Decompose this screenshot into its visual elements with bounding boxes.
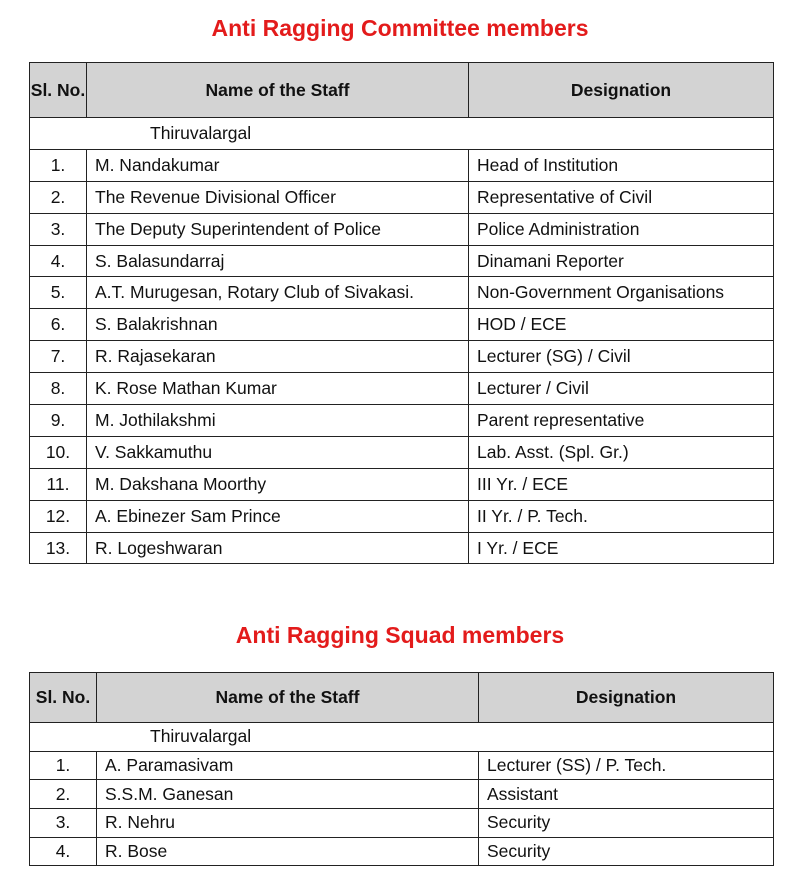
- designation-cell: Dinamani Reporter: [469, 245, 774, 277]
- table-row: [30, 277, 774, 309]
- designation-cell: Parent representative: [469, 405, 774, 437]
- sl-no-cell: 3.: [30, 213, 87, 245]
- table-row: [30, 751, 774, 780]
- table-row: [30, 780, 774, 809]
- designation-cell: Lecturer (SG) / Civil: [469, 341, 774, 373]
- committee-title: Anti Ragging Committee members: [211, 15, 589, 41]
- name-cell: V. Sakkamuthu: [87, 436, 469, 468]
- sl-no-cell: 10.: [30, 436, 87, 468]
- designation-cell: III Yr. / ECE: [469, 468, 774, 500]
- table-row: [30, 436, 774, 468]
- name-cell: R. Logeshwaran: [87, 532, 469, 564]
- table-row: [30, 149, 774, 181]
- name-cell: R. Rajasekaran: [87, 341, 469, 373]
- sl-no-header: Sl. No.: [30, 63, 87, 118]
- table-row: [30, 468, 774, 500]
- name-cell: S. Balasundarraj: [87, 245, 469, 277]
- sl-no-cell: 12.: [30, 500, 87, 532]
- designation-cell: Non-Government Organisations: [469, 277, 774, 309]
- sl-no-header: Sl. No.: [30, 673, 97, 723]
- name-cell: S.S.M. Ganesan: [97, 780, 479, 809]
- sl-no-cell: 13.: [30, 532, 87, 564]
- sl-no-cell: 2.: [30, 181, 87, 213]
- name-cell: S. Balakrishnan: [87, 309, 469, 341]
- sl-no-cell: 9.: [30, 405, 87, 437]
- designation-cell: I Yr. / ECE: [469, 532, 774, 564]
- squad-header-row: [30, 673, 774, 723]
- location-cell: Thiruvalargal: [30, 118, 774, 150]
- sl-no-cell: 3.: [30, 809, 97, 838]
- squad-table: [29, 672, 774, 866]
- name-cell: R. Nehru: [97, 809, 479, 838]
- designation-cell: Lecturer / Civil: [469, 373, 774, 405]
- sl-no-cell: 7.: [30, 341, 87, 373]
- name-cell: M. Jothilakshmi: [87, 405, 469, 437]
- name-cell: K. Rose Mathan Kumar: [87, 373, 469, 405]
- designation-cell: Security: [479, 837, 774, 866]
- name-cell: R. Bose: [97, 837, 479, 866]
- name-cell: A. Paramasivam: [97, 751, 479, 780]
- sl-no-cell: 5.: [30, 277, 87, 309]
- committee-header-row: [30, 63, 774, 118]
- table-row: [30, 309, 774, 341]
- designation-cell: HOD / ECE: [469, 309, 774, 341]
- name-cell: The Revenue Divisional Officer: [87, 181, 469, 213]
- designation-cell: II Yr. / P. Tech.: [469, 500, 774, 532]
- designation-cell: Security: [479, 809, 774, 838]
- table-row: [30, 245, 774, 277]
- table-row: [30, 809, 774, 838]
- designation-cell: Head of Institution: [469, 149, 774, 181]
- name-cell: M. Nandakumar: [87, 149, 469, 181]
- name-cell: M. Dakshana Moorthy: [87, 468, 469, 500]
- designation-cell: Police Administration: [469, 213, 774, 245]
- location-cell: Thiruvalargal: [30, 723, 774, 752]
- designation-cell: Assistant: [479, 780, 774, 809]
- name-cell: The Deputy Superintendent of Police: [87, 213, 469, 245]
- sl-no-cell: 6.: [30, 309, 87, 341]
- designation-header: Designation: [469, 63, 774, 118]
- sl-no-cell: 2.: [30, 780, 97, 809]
- table-row: [30, 213, 774, 245]
- location-row: [30, 723, 774, 752]
- table-row: [30, 373, 774, 405]
- committee-table: [29, 62, 774, 564]
- table-row: [30, 405, 774, 437]
- name-cell: A.T. Murugesan, Rotary Club of Sivakasi.: [87, 277, 469, 309]
- squad-title: Anti Ragging Squad members: [235, 622, 565, 648]
- sl-no-cell: 4.: [30, 245, 87, 277]
- location-row: [30, 118, 774, 150]
- sl-no-cell: 1.: [30, 149, 87, 181]
- sl-no-cell: 8.: [30, 373, 87, 405]
- table-row: [30, 837, 774, 866]
- table-row: [30, 532, 774, 564]
- designation-header: Designation: [479, 673, 774, 723]
- name-header: Name of the Staff: [97, 673, 479, 723]
- sl-no-cell: 11.: [30, 468, 87, 500]
- table-row: [30, 181, 774, 213]
- sl-no-cell: 1.: [30, 751, 97, 780]
- table-row: [30, 341, 774, 373]
- sl-no-cell: 4.: [30, 837, 97, 866]
- table-row: [30, 500, 774, 532]
- designation-cell: Lecturer (SS) / P. Tech.: [479, 751, 774, 780]
- name-header: Name of the Staff: [87, 63, 469, 118]
- designation-cell: Representative of Civil: [469, 181, 774, 213]
- name-cell: A. Ebinezer Sam Prince: [87, 500, 469, 532]
- designation-cell: Lab. Asst. (Spl. Gr.): [469, 436, 774, 468]
